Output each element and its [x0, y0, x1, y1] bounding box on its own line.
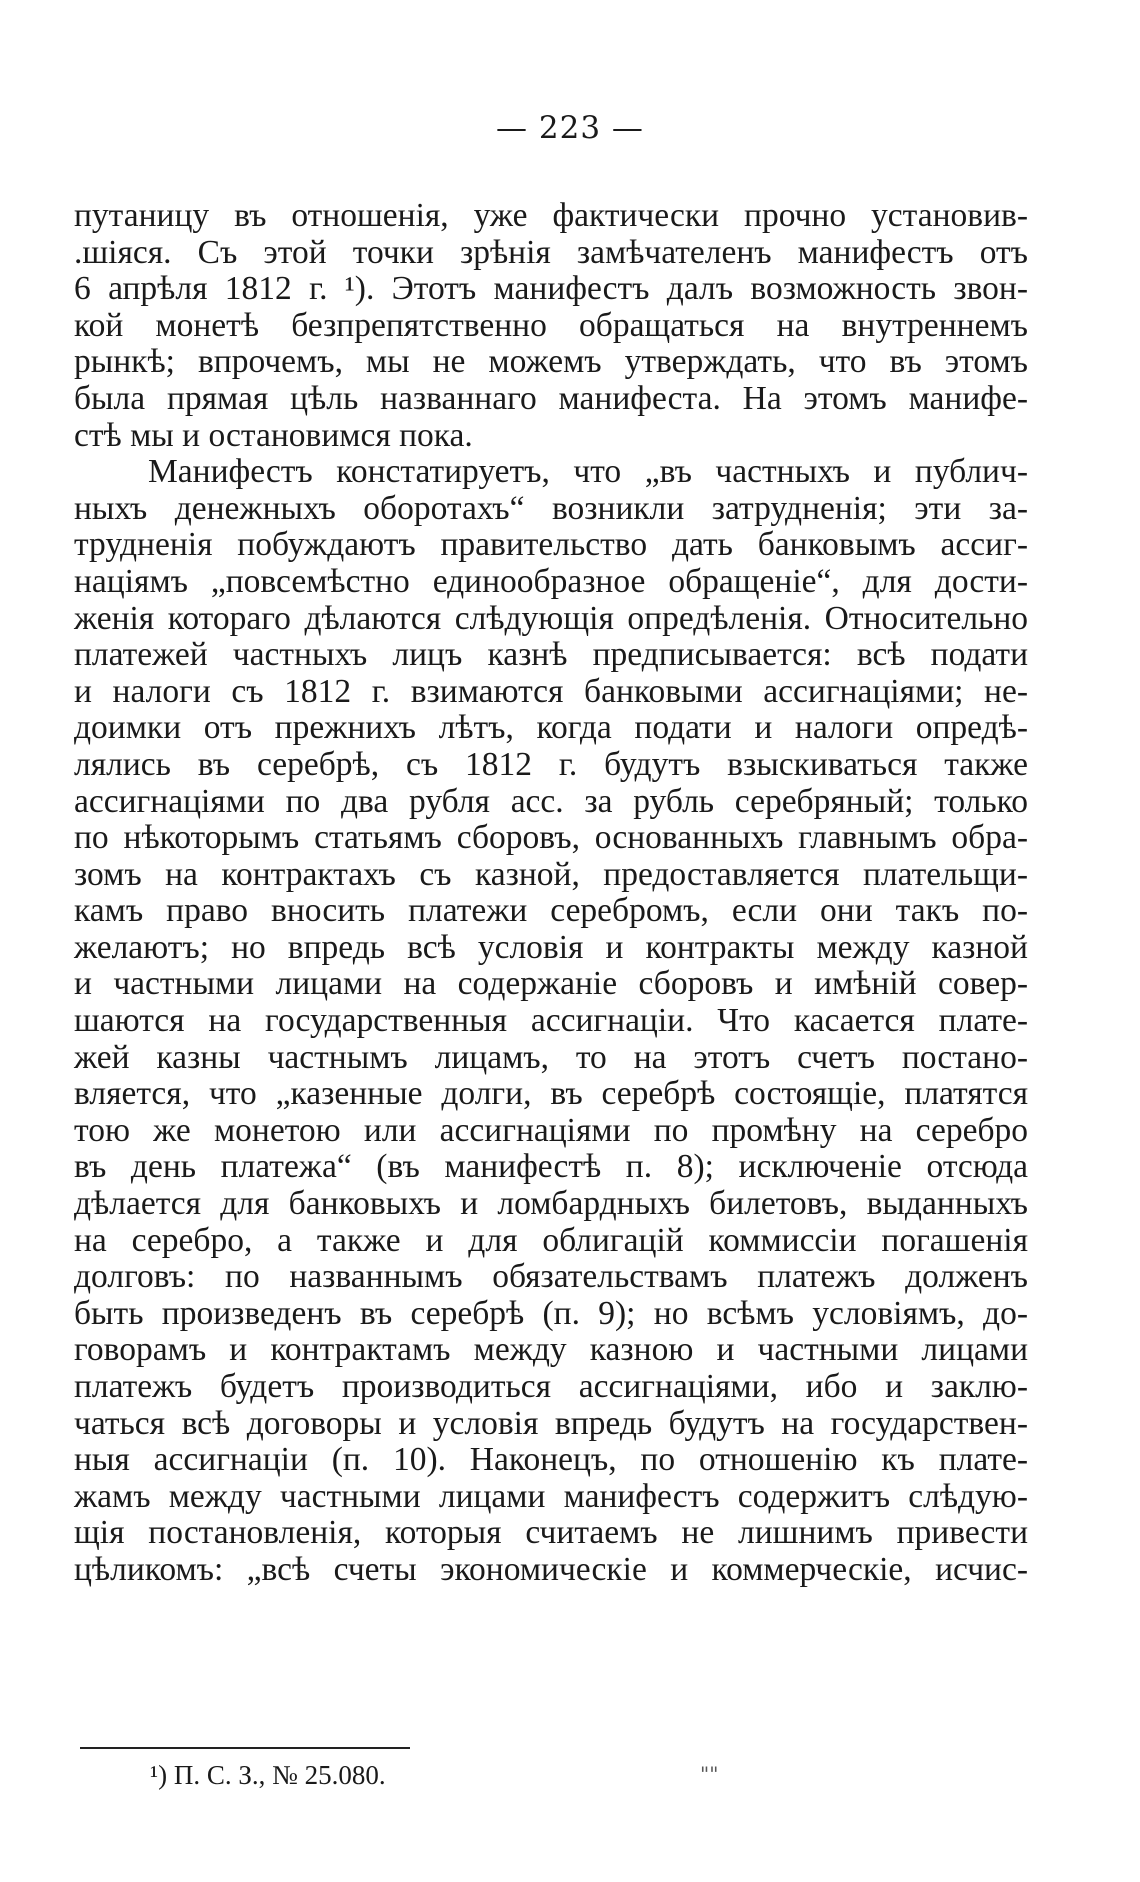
- text-line: дѣлается для банковыхъ и ломбардныхъ билетовъ, выданныхъ: [74, 1185, 1028, 1223]
- text-line: путаницу въ отношенія, уже фактически прочно установив-: [74, 197, 1028, 234]
- text-line: по нѣкоторымъ статьямъ сборовъ, основанныхъ главнымъ обра-: [74, 819, 1028, 857]
- text-line: тою же монетою или ассигнаціями по промѣну на серебро: [74, 1111, 1028, 1149]
- text-line: доимки отъ прежнихъ лѣтъ, когда подати и налоги опредѣ-: [74, 709, 1028, 747]
- text-line: трудненія побуждаютъ правительство дать банковымъ ассиг-: [74, 526, 1028, 564]
- text-line: жей казны частнымъ лицамъ, то на этотъ счетъ постано-: [74, 1038, 1028, 1076]
- text-line: кой монетѣ безпрепятственно обращаться на внутреннемъ: [74, 306, 1028, 344]
- page-number: — 223 —: [496, 110, 644, 146]
- text-line: платежъ будетъ производиться ассигнаціями, ибо и заклю-: [74, 1368, 1028, 1405]
- text-line: платежей частныхъ лицъ казнѣ предписывается: всѣ подати: [74, 636, 1028, 674]
- text-line: вляется, что „казенные долги, въ серебрѣ состоящіе, платятся: [74, 1075, 1028, 1113]
- text-line: щія постановленія, которыя считаемъ не лишнимъ привести: [74, 1514, 1028, 1552]
- text-line: цѣликомъ: „всѣ счеты экономическіе и коммерческіе, исчис-: [74, 1550, 1028, 1588]
- text-line: рынкѣ; впрочемъ, мы не можемъ утверждать, что въ этомъ: [74, 343, 1028, 381]
- stray-print-mark: "": [700, 1762, 719, 1786]
- paragraph-first-line: Манифестъ констатируетъ, что „въ частныхъ и публич-: [148, 453, 1028, 491]
- text-line: ныхъ денежныхъ оборотахъ“ возникли затрудненія; эти за-: [74, 489, 1028, 527]
- text-line: говорамъ и контрактамъ между казною и частными лицами: [74, 1331, 1028, 1369]
- text-line: чаться всѣ договоры и условія впредь будутъ на государствен-: [74, 1404, 1028, 1442]
- text-line: была прямая цѣль названнаго манифеста. На этомъ манифе-: [74, 379, 1028, 417]
- text-line: ныя ассигнаціи (п. 10). Наконецъ, по отношенію къ плате-: [74, 1441, 1028, 1479]
- footnote-divider: [80, 1747, 410, 1749]
- text-line: женія котораго дѣлаются слѣдующія опредѣленія. Относительно: [74, 599, 1028, 637]
- text-line: на серебро, а также и для облигацій коммиссіи погашенія: [74, 1221, 1028, 1259]
- text-line: шаются на государственныя ассигнаціи. Что касается плате-: [74, 1002, 1028, 1040]
- text-line: и частными лицами на содержаніе сборовъ и имѣній совер-: [74, 965, 1028, 1003]
- text-line: лялись въ серебрѣ, съ 1812 г. будутъ взыскиваться также: [74, 745, 1028, 783]
- text-line: долговъ: по названнымъ обязательствамъ платежъ долженъ: [74, 1258, 1028, 1296]
- footnote: ¹) П. С. З., № 25.080.: [150, 1760, 386, 1790]
- text-line: желаютъ; но впредь всѣ условія и контракты между казной: [74, 928, 1028, 966]
- body-text: [74, 198, 1028, 1589]
- text-line: жамъ между частными лицами манифестъ содержитъ слѣдую-: [74, 1477, 1028, 1515]
- text-line: 6 апрѣля 1812 г. ¹). Этотъ манифестъ далъ возможность звон-: [74, 270, 1028, 308]
- text-line: стѣ мы и остановимся пока.: [74, 416, 473, 454]
- text-line: быть произведенъ въ серебрѣ (п. 9); но всѣмъ условіямъ, до-: [74, 1294, 1028, 1332]
- text-line: зомъ на контрактахъ съ казной, предоставляется плательщи-: [74, 855, 1028, 893]
- text-line: націямъ „повсемѣстно единообразное обращеніе“, для дости-: [74, 562, 1028, 600]
- text-line: въ день платежа“ (въ манифестѣ п. 8); исключеніе отсюда: [74, 1148, 1028, 1186]
- text-line: ассигнаціями по два рубля асс. за рубль серебряный; только: [74, 782, 1028, 820]
- text-line: и налоги съ 1812 г. взимаются банковыми ассигнаціями; не-: [74, 672, 1028, 710]
- text-line: .шіяся. Съ этой точки зрѣнія замѣчателенъ манифестъ отъ: [74, 233, 1028, 271]
- text-line: камъ право вносить платежи серебромъ, если они такъ по-: [74, 892, 1028, 930]
